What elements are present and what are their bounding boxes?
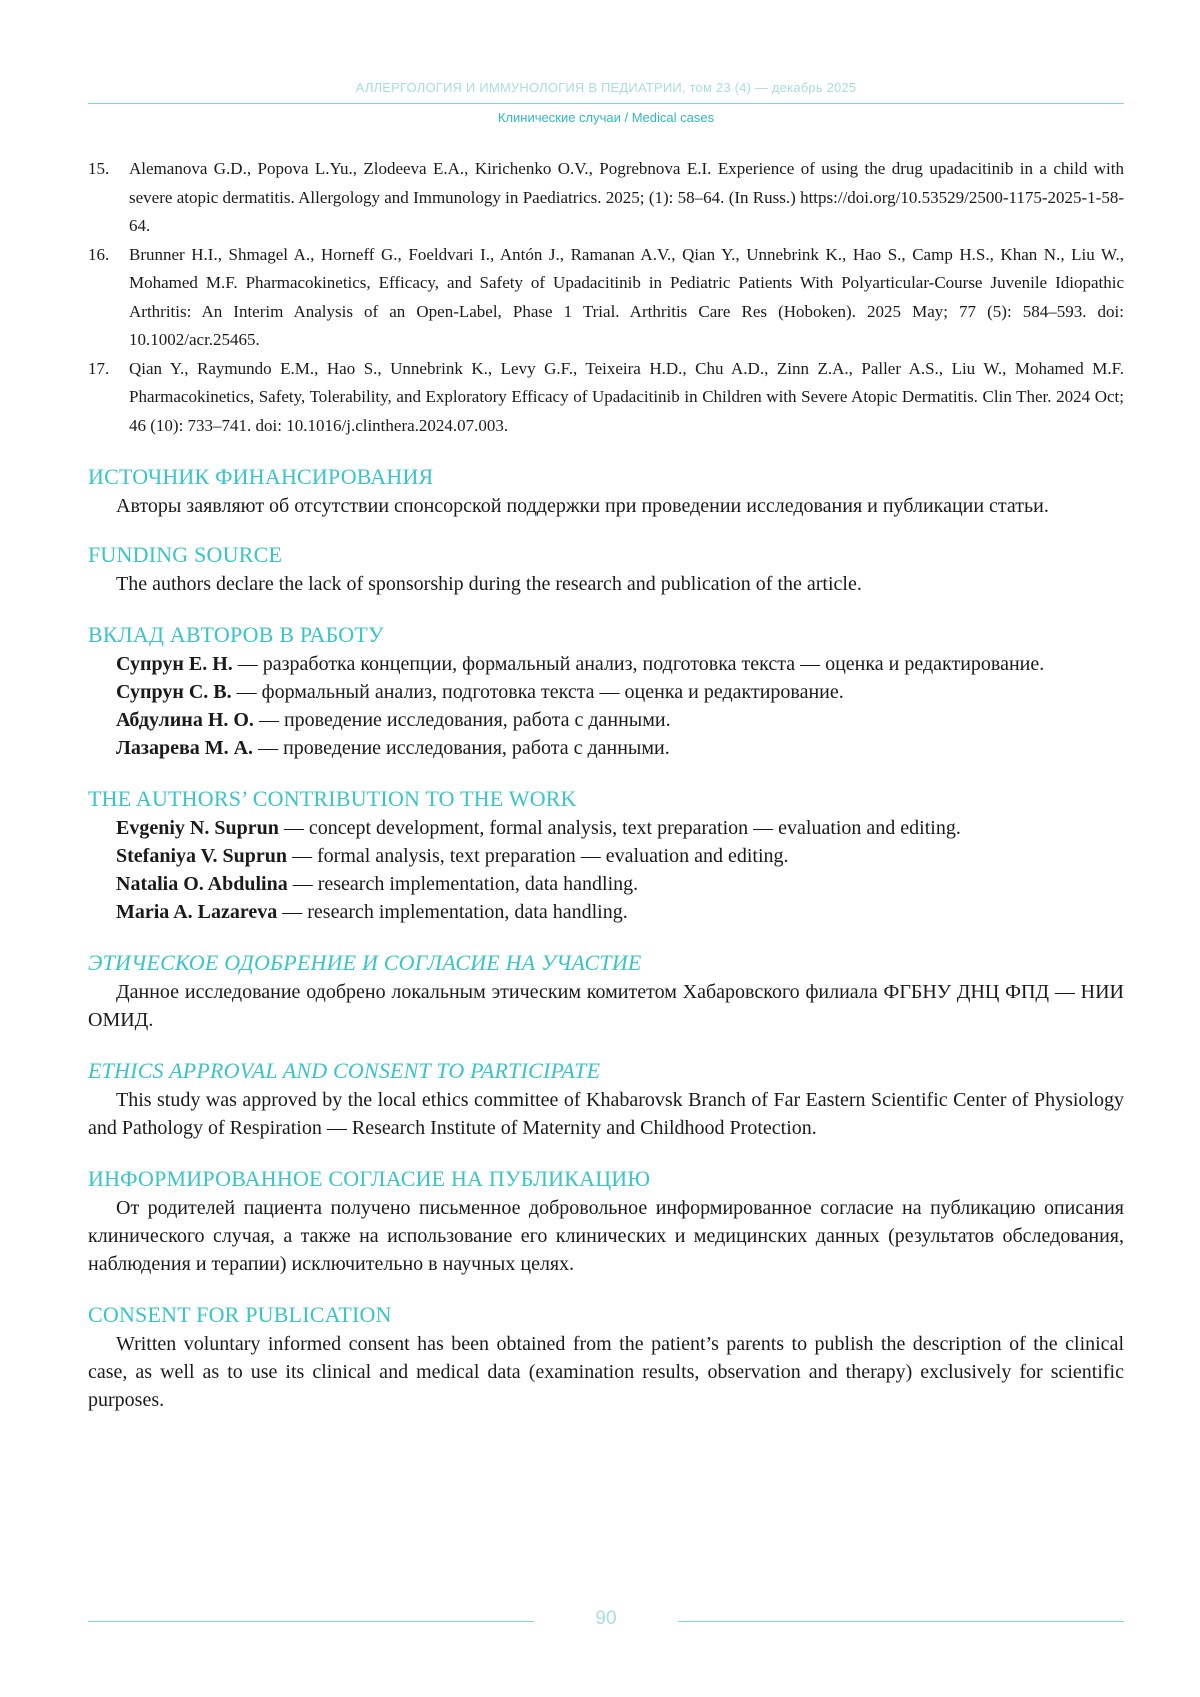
contribution-text: — formal analysis, text preparation — evaluation and editing. <box>287 845 789 867</box>
reference-list <box>88 155 1124 440</box>
journal-title: АЛЛЕРГОЛОГИЯ И ИММУНОЛОГИЯ В ПЕДИАТРИИ, том 23 (4) — декабрь 2025 <box>355 80 857 95</box>
funding-section-en <box>88 540 1124 598</box>
funding-section-ru <box>88 462 1124 520</box>
author-name: Супрун С. В. <box>116 681 232 703</box>
section-text: Written voluntary informed consent has been obtained from the patient’s parents to publish the description of the clinical case, as well as to use its clinical and medical data (examination results, observation and therapy) exclusively for scientific purposes. <box>88 1333 1124 1411</box>
contribution-item <box>88 898 1124 926</box>
reference-item <box>88 241 1124 355</box>
section-text: Авторы заявляют об отсутствии спонсорской поддержки при проведении исследования и публикации статьи. <box>116 495 1049 517</box>
header-divider <box>88 103 1124 104</box>
reference-number: 17. <box>88 358 110 378</box>
page-number: 90 <box>595 1608 617 1629</box>
contribution-item <box>88 814 1124 842</box>
contribution-item <box>88 870 1124 898</box>
page-content <box>88 155 1124 1414</box>
contribution-item <box>88 650 1124 678</box>
reference-text: Brunner H.I., Shmagel A., Horneff G., Foeldvari I., Antón J., Ramanan A.V., Qian Y., Unnebrink K., Hao S., Camp H.S., Khan N., Liu W., Mohamed M.F. Pharmacokinetics, Efficacy, and Safety of Upadacitinib in Pediatric Patients With Polyarticular-Course Juvenile Idiopathic Arthritis: An Interim Analysis of an Open-Label, Phase 1 Trial. Arthritis Care Res (Hoboken). 2025 May; 77 (5): 584–593. doi: 10.1002/acr.25465. <box>129 244 1124 349</box>
section-text: От родителей пациента получено письменное добровольное информированное согласие на публикацию описания клинического случая, а также на использование его клинических и медицинских данных (результатов обследования, наблюдения и терапии) исключительно в научных целях. <box>88 1197 1124 1275</box>
contribution-item <box>88 678 1124 706</box>
section-text: Данное исследование одобрено локальным этическим комитетом Хабаровского филиала ФГБНУ ДНЦ ФПД — НИИ ОМИД. <box>88 981 1124 1031</box>
ethics-section-en <box>88 1056 1124 1142</box>
reference-text: Qian Y., Raymundo E.M., Hao S., Unnebrink K., Levy G.F., Teixeira H.D., Chu A.D., Zinn Z.A., Paller A.S., Liu W., Mohamed M.F. Pharmacokinetics, Safety, Tolerability, and Exploratory Efficacy of Upadacitinib in Children with Severe Atopic Dermatitis. Clin Ther. 2024 Oct; 46 (10): 733–741. doi: 10.1016/j.clinthera.2024.07.003. <box>129 358 1124 435</box>
section-heading: ИНФОРМИРОВАННОЕ СОГЛАСИЕ НА ПУБЛИКАЦИЮ <box>88 1166 651 1191</box>
contribution-text: — research implementation, data handling. <box>287 873 639 895</box>
contribution-text: — research implementation, data handling. <box>277 901 628 923</box>
section-heading: ЭТИЧЕСКОЕ ОДОБРЕНИЕ И СОГЛАСИЕ НА УЧАСТИЕ <box>88 950 642 975</box>
contribution-section-ru <box>88 620 1124 762</box>
contribution-text: — формальный анализ, подготовка текста — оценка и редактирование. <box>231 681 844 703</box>
section-heading: THE AUTHORS’ CONTRIBUTION TO THE WORK <box>88 786 577 811</box>
footer-divider-right <box>678 1621 1124 1622</box>
section-heading: ВКЛАД АВТОРОВ В РАБОТУ <box>88 622 384 647</box>
section-heading: ИСТОЧНИК ФИНАНСИРОВАНИЯ <box>88 464 434 489</box>
section-heading: CONSENT FOR PUBLICATION <box>88 1302 392 1327</box>
contribution-item <box>88 842 1124 870</box>
section-text: The authors declare the lack of sponsorship during the research and publication of the article. <box>116 573 862 595</box>
contribution-item <box>88 734 1124 762</box>
contribution-text: — разработка концепции, формальный анализ, подготовка текста — оценка и редактирование. <box>232 653 1045 675</box>
journal-header <box>88 80 1124 125</box>
reference-item <box>88 355 1124 441</box>
author-name: Natalia O. Abdulina <box>116 873 288 895</box>
contribution-item <box>88 706 1124 734</box>
reference-text: Alemanova G.D., Popova L.Yu., Zlodeeva E.A., Kirichenko O.V., Pogrebnova E.I. Experience of using the drug upadacitinib in a child with severe atopic dermatitis. Allergology and Immunology in Paediatrics. 2025; (1): 58–64. (In Russ.) https://doi.org/10.53529/2500-1175-2025-1-58-64. <box>129 159 1124 235</box>
contribution-text: — проведение исследования, работа с данными. <box>253 709 671 731</box>
section-heading: FUNDING SOURCE <box>88 542 283 567</box>
reference-item <box>88 155 1124 241</box>
contribution-section-en <box>88 784 1124 926</box>
reference-number: 16. <box>88 244 110 264</box>
contribution-text: — concept development, formal analysis, text preparation — evaluation and editing. <box>278 817 961 839</box>
reference-number: 15. <box>88 159 110 178</box>
consent-section-ru <box>88 1164 1124 1278</box>
author-name: Лазарева М. А. <box>116 737 254 759</box>
section-heading: ETHICS APPROVAL AND CONSENT TO PARTICIPATE <box>88 1058 601 1083</box>
author-name: Абдулина Н. О. <box>116 709 254 731</box>
section-label: Клинические случаи / Medical cases <box>497 110 715 125</box>
author-name: Evgeniy N. Suprun <box>116 817 279 839</box>
page-footer <box>88 1606 1124 1636</box>
author-name: Супрун Е. Н. <box>116 653 233 675</box>
author-name: Stefaniya V. Suprun <box>116 845 287 867</box>
section-text: This study was approved by the local ethics committee of Khabarovsk Branch of Far Eastern Scientific Center of Physiology and Pathology of Respiration — Research Institute of Maternity and Childhood Protection. <box>88 1089 1124 1139</box>
ethics-section-ru <box>88 948 1124 1034</box>
consent-section-en <box>88 1300 1124 1414</box>
author-name: Maria A. Lazareva <box>116 901 278 923</box>
contribution-text: — проведение исследования, работа с данными. <box>253 737 670 759</box>
